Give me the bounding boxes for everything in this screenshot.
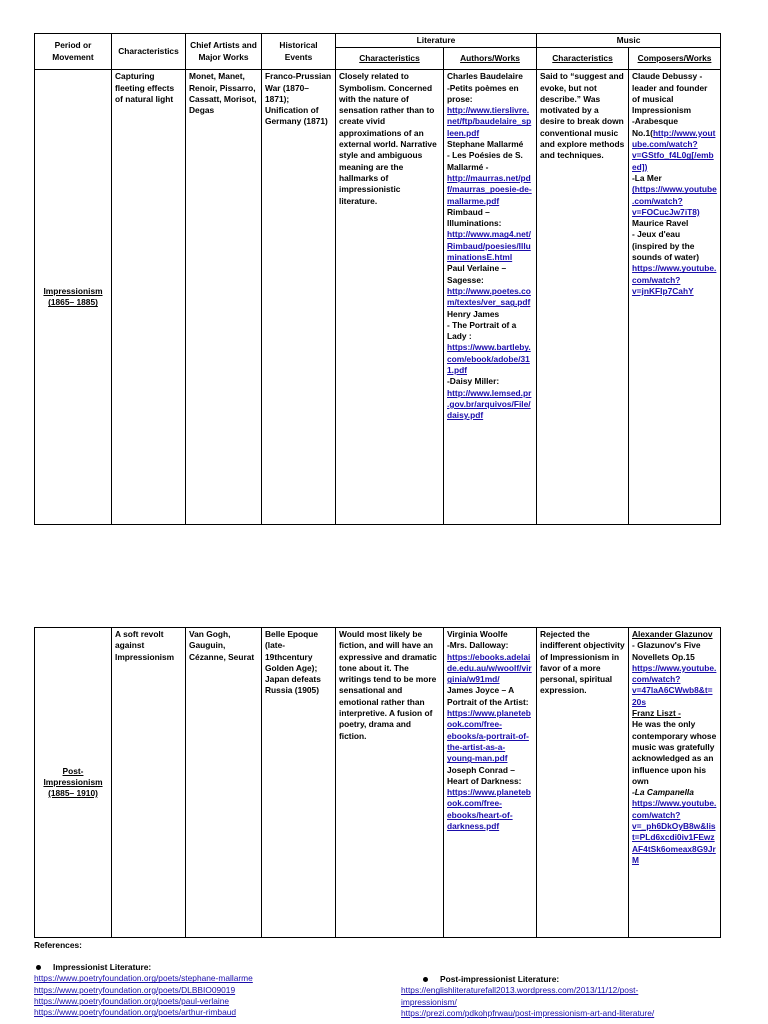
reference-link[interactable]: https://www.poetryfoundation.org/poets/paul-verlaine [34,995,230,1006]
work-link[interactable]: https://www.youtube.com/watch?v=jnKFIp7CahY [632,263,717,296]
work-text: - Jeux d'eau (inspired by the sounds of water) [632,229,700,263]
historical-cell: Belle Epoque (late-19thcentury Golden Age); Japan defeats Russia (1905) [262,628,336,938]
reference-link[interactable]: https://englishliteraturefall2013.wordpress.com/2013/11/12/post- [401,985,639,996]
period-name: Post-Impressionism [43,765,103,787]
references-title: References: [34,940,82,950]
work-text: Charles Baudelaire [447,71,523,82]
reference-link[interactable]: https://www.poetryfoundation.org/poets/stephane-mallarme [34,973,253,984]
work-text: -Daisy Miller: [447,376,500,387]
reference-link[interactable]: https://prezi.com/pdkohpfrwau/post-impressionism-art-and-literature/ [401,1007,655,1018]
characteristics-cell: Capturing fleeting effects of natural light [112,70,186,525]
work-link[interactable]: http://www.poetes.com/textes/ver_sag.pdf [447,285,531,308]
work-link[interactable]: http://www.mag4.net/Rimbaud/poesies/IlluminationsE.html [447,229,531,263]
header-lit-characteristics: Characteristics [359,53,420,64]
work-text: Virginia Woolfe [447,629,508,639]
header-music: Music [537,34,721,48]
work-text: Maurice Ravel [632,218,689,229]
header-mus-characteristics: Characteristics [552,53,613,64]
artists-cell: Van Gogh, Gauguin, Cézanne, Seurat [186,628,262,938]
work-text: Henry James [447,308,500,319]
period-impressionism [35,70,112,525]
work-text: -La Mer [632,172,662,183]
period-name: Impressionism [43,286,103,296]
work-link[interactable]: https://www.planetebook.com/free-ebooks/a-portrait-of-the-artist-as-a-young-man.pdf [447,708,531,764]
header-literature: Literature [336,34,537,48]
work-text: He was the only contemporary whose music was gratefully acknowledged as an influence upon his own [632,719,717,786]
header-period: Period or Movement [35,34,112,70]
lit-characteristics-cell: Closely related to Symbolism. Concerned with the nature of sensation rather than to create vivid approximations of an external world. Narrative style and ambiguous meaning are the hallmarks of impressionistic literature. [336,70,444,525]
mus-characteristics-cell: Rejected the indifferent objectivity of Impressionism in favor of a more personal, spiritual expression. [537,628,629,938]
authors-cell [444,70,537,525]
work-link[interactable]: https://www.youtube.com/watch?v=_ph6DkOyB8w&list=PLd6xcdi0iv1FEwzAF4tSk6omeax8G9JrM [632,798,717,865]
reference-link[interactable]: https://www.poetryfoundation.org/poets/arthur-rimbaud [34,1007,237,1018]
header-characteristics: Characteristics [112,34,186,70]
post-impressionism-table [34,627,721,938]
work-text: Paul Verlaine – Sagesse: [447,263,507,285]
work-text: Joseph Conrad – Heart of Darkness: [447,764,522,786]
work-link[interactable]: https://www.youtube.com/watch?v=47laA6CWwb8&t=20s [632,662,717,707]
work-text: -La Campanella [632,787,694,798]
historical-cell: Franco-Prussian War (1870–1871); Unification of Germany (1871) [262,70,336,525]
reference-link[interactable]: impressionism/ [401,996,457,1007]
header-mus-composers: Composers/Works [637,53,712,64]
lit-characteristics-cell: Would most likely be fiction, and will have an expressive and dramatic tone about it. The writings tend to be more sensational and emotional rather than interpretive. A fusion of poetry, drama and fiction. [336,628,444,938]
bullet-icon [36,965,41,970]
work-link[interactable]: https://ebooks.adelaide.edu.au/w/woolf/virginia/w91md/ [447,651,532,685]
authors-cell [444,628,537,938]
work-text: Alexander Glazunov [632,629,713,639]
impressionism-table [34,33,721,525]
bullet-icon [423,977,428,982]
period-post-impressionism [35,628,112,938]
period-years: (1885– 1910) [48,788,98,799]
header-lit-authors: Authors/Works [460,53,520,64]
work-link[interactable]: http://www.lemsed.pr.gov.br/arquivos/File/daisy.pdf [447,387,532,421]
work-text: Claude Debussy - leader and founder of musical Impressionism [632,71,708,116]
work-link[interactable]: https://www.bartleby.com/ebook/adobe/311.pdf [447,342,531,376]
impressionist-lit-label: Impressionist Literature: [53,962,152,972]
post-lit-label: Post-impressionist Literature: [440,974,560,984]
work-text: James Joyce – A Portrait of the Artist: [447,685,529,707]
work-line [632,116,717,172]
work-text: - Glazunov's Five Novellets Op.15 [632,640,701,662]
reference-link[interactable]: https://www.poetryfoundation.org/poets/DLBBIO09019 [34,984,236,995]
work-link[interactable]: http://maurras.net/pdf/maurras_poesie-de-mallarme.pdf [447,172,532,206]
characteristics-cell: A soft revolt against Impressionism [112,628,186,938]
work-text: -Arabesque No.1( [632,116,679,138]
impressionist-references [34,962,253,1018]
header-chief-artists: Chief Artists and Major Works [186,34,262,70]
post-impressionist-references [401,974,654,1019]
work-text: Rimbaud – Illuminations: [447,206,502,229]
work-link[interactable]: https://www.planetebook.com/free-ebooks/heart-of-darkness.pdf [447,787,531,832]
work-text: -Petits poèmes en prose: [447,82,519,104]
work-text: - Les Poésies de S. Mallarmé - [447,150,523,172]
composers-cell [629,628,721,938]
work-link[interactable]: http://www.tierslivre.net/ftp/baudelaire_spleen.pdf [447,105,532,138]
period-years: (1865– 1885) [48,297,98,308]
work-text: -Mrs. Dalloway: [447,640,509,651]
header-historical-events: Historical Events [262,34,336,70]
mus-characteristics-cell: Said to “suggest and evoke, but not describe.” Was motivated by a desire to break down conventional music and explore methods and techniques. [537,70,629,525]
work-text: - The Portrait of a Lady : [447,319,517,342]
work-text: Franz Liszt - [632,708,681,719]
work-link[interactable]: http://www.youtube.com/watch?v=GStfo_f4L0g[/embed]) [632,127,716,172]
work-link[interactable]: (https://www.youtube.com/watch?v=FOCucJw7iT8) [632,184,717,217]
artists-cell: Monet, Manet, Renoir, Pissarro, Cassatt, Morisot, Degas [186,70,262,525]
work-text: Stephane Mallarmé [447,139,524,150]
composers-cell [629,70,721,525]
